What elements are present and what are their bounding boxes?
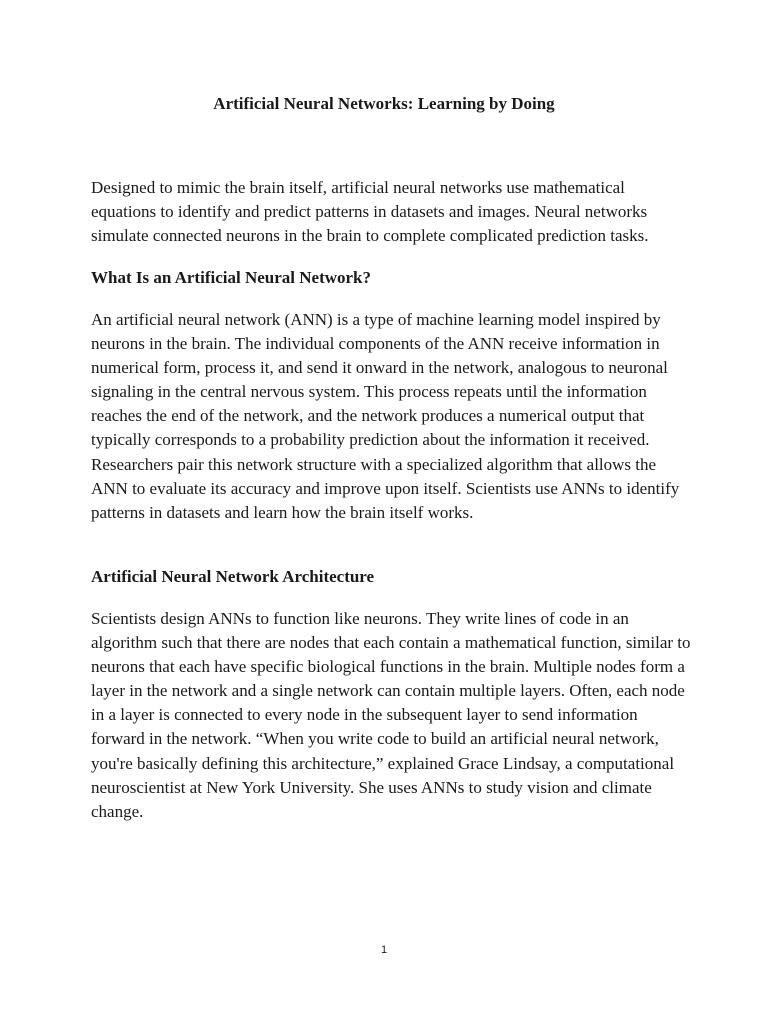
- section-body-what-is-ann: An artificial neural network (ANN) is a type of machine learning model inspired by neurons in the brain. The individual components of the ANN receive information in numerical form, process it, and send it onward in the network, analogous to neuronal signaling in the central nervous system. This process repeats until the information reaches the end of the network, and the network produces a numerical output that typically corresponds to a probability prediction about the information it received. Researchers pair this network structure with a specialized algorithm that allows the ANN to evaluate its accuracy and improve upon itself. Scientists use ANNs to identify patterns in datasets and learn how the brain itself works.: [91, 310, 680, 522]
- intro-paragraph: Designed to mimic the brain itself, artificial neural networks use mathematical equations to identify and predict patterns in datasets and images. Neural networks simulate connected neurons in the brain to complete complicated prediction tasks.: [91, 178, 649, 246]
- page-number: 1: [380, 944, 388, 956]
- document-title: Artificial Neural Networks: Learning by Doing: [213, 94, 555, 113]
- section-heading-what-is-ann: What Is an Artificial Neural Network?: [91, 268, 372, 287]
- section-body-architecture: Scientists design ANNs to function like neurons. They write lines of code in an algorithm such that there are nodes that each contain a mathematical function, similar to neurons that each have specific biological functions in the brain. Multiple nodes form a layer in the network and a single network can contain multiple layers. Often, each node in a layer is connected to every node in the subsequent layer to send information forward in the network. “When you write code to build an artificial neural network, you're basically defining this architecture,” explained Grace Lindsay, a computational neuroscientist at New York University. She uses ANNs to study vision and climate change.: [91, 609, 691, 821]
- section-heading-architecture: Artificial Neural Network Architecture: [91, 567, 375, 586]
